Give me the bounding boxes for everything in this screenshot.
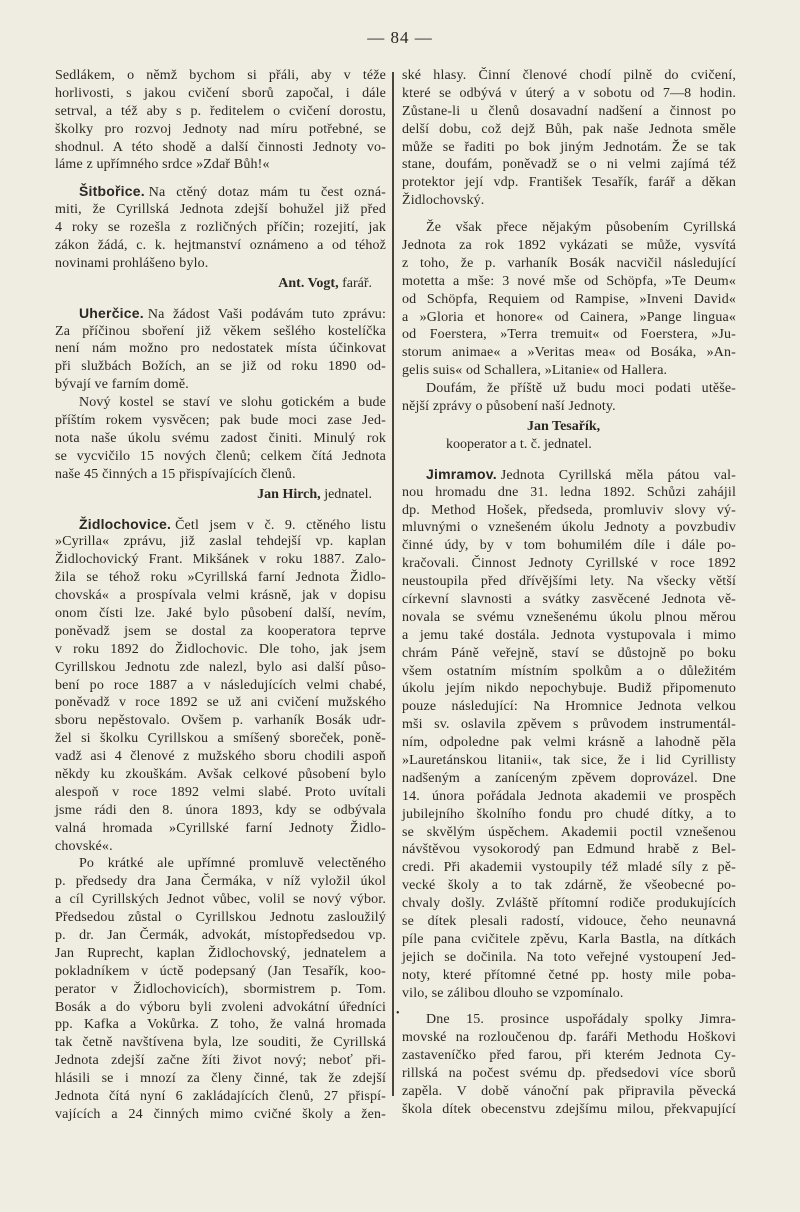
- line-text: poněvadž jsem se dostal za kooperatora teprve: [55, 623, 386, 639]
- line-text: Jednota čítá nyní 6 zakládajících členů, 27 přispí-: [55, 1089, 386, 1105]
- line-text: návštěvou vysokorodý pan Edmund hrabě z Bel-: [402, 842, 736, 858]
- text-line: [402, 502, 736, 520]
- text-line: [402, 156, 736, 174]
- text-line: [402, 537, 736, 555]
- line-text: od Schöpfa, Requiem od Rampise, »Inveni David«: [402, 291, 736, 307]
- text-line: [55, 237, 386, 255]
- line-text: vadž asi 4 členové z mužského sboru chodili aspoň: [55, 749, 386, 765]
- text-line: [55, 139, 386, 157]
- paragraph: [402, 219, 736, 380]
- line-text: mluvnými o vznešeném úkolu Jednoty a povzbudiv: [402, 520, 736, 536]
- text-line: [55, 999, 386, 1017]
- text-line: [55, 1106, 386, 1124]
- line-text: zastaveníčko před farou, při kterém Jednota Cy-: [402, 1048, 736, 1064]
- line-text: Doufám, že příště už budu moci podati utěše-: [426, 381, 736, 397]
- right-column: [402, 67, 736, 1128]
- text-line: [402, 841, 736, 859]
- line-text: ním, odpoledne pak velmi krásně a lahodně pěla: [402, 735, 736, 751]
- text-line: [402, 859, 736, 877]
- text-line: [55, 909, 386, 927]
- signature-role: jednatel.: [324, 486, 372, 502]
- line-text: pouze následující: Na Hromnice Jednota velkou: [402, 699, 736, 715]
- text-line: [402, 788, 736, 806]
- left-column: [55, 67, 386, 1133]
- line-text: Předsedou zůstal o Cyrillskou Jednotu zasloužilý: [55, 910, 386, 926]
- line-text: p. předsedy dra Jana Čermáka, v níž vyložil úkol: [55, 874, 386, 890]
- text-line: [402, 734, 736, 752]
- text-line: [402, 398, 736, 416]
- text-line: [55, 730, 386, 748]
- text-line: [402, 309, 736, 327]
- text-line: [402, 380, 736, 398]
- line-text: dp. Method Hošek, předseda, promluviv slovy vý-: [402, 502, 736, 518]
- line-text: úkolu jejím nikdo nepochybuje. Budiž připomenuto: [402, 681, 736, 697]
- text-line: [55, 659, 386, 677]
- section-paragraph: [55, 305, 386, 394]
- text-line: [55, 927, 386, 945]
- line-text: se vycvičilo 15 nových členů; celkem čítá Jednota: [55, 448, 386, 464]
- signature: [55, 275, 386, 293]
- line-text: perator v Židlochovicích), sbormistrem p. Tom.: [55, 981, 386, 997]
- line-text: od Foerstera, »Terra tremuit« od Foerstera, »Ju-: [402, 327, 736, 343]
- text-line: [55, 85, 386, 103]
- text-line: [402, 85, 736, 103]
- line-text: stane, doufám, poněvadž se o ni velmi zajímá též: [402, 157, 736, 173]
- section-heading: Jimramov.: [426, 465, 497, 482]
- line-text: v roku 1892 do Židlochovic. Dle toho, jak jsem: [55, 641, 386, 657]
- text-line: [402, 1011, 736, 1029]
- line-text: nou hromadu dne 31. ledna 1892. Schůzi zahájil: [402, 484, 736, 500]
- text-line: [402, 67, 736, 85]
- text-line: [55, 1088, 386, 1106]
- line-text: Jan Ruprecht, kaplan Židlochovský, jednatelem a: [55, 945, 386, 961]
- line-text: není nám možno pro nedostatek místa účinkovat: [55, 341, 386, 357]
- text-line: [55, 121, 386, 139]
- text-line: [55, 981, 386, 999]
- line-text: a jemu také dostála. Jednota vystupovala i mimo: [402, 627, 736, 643]
- line-text: motetta a mše: 3 nové mše od Schöpfa, »Te Deum«: [402, 273, 736, 289]
- line-text: pokladníkem v úctě podepsaný (Jan Tesařík, koo-: [55, 963, 386, 979]
- section-heading: Uherčice.: [79, 304, 144, 321]
- text-line: [55, 820, 386, 838]
- line-text: všem ostatním místním spolkům a o důležitém: [402, 663, 736, 679]
- text-line: [55, 641, 386, 659]
- paragraph: [402, 380, 736, 416]
- text-line: [402, 121, 736, 139]
- line-text: zákon žádá, c. k. hejtmanství oznámeno a od téhož: [55, 238, 386, 254]
- signature-role: farář.: [342, 275, 372, 291]
- line-text: naše 45 činných a 15 přispívajících členů.: [55, 466, 296, 482]
- text-line: [55, 358, 386, 376]
- line-text: setrval, a též aby s p. ředitelem o cvičení dorostu,: [55, 103, 386, 119]
- section-heading: Šitbořice.: [79, 183, 145, 200]
- text-line: [55, 255, 386, 273]
- text-line: [55, 340, 386, 358]
- text-line: [402, 985, 736, 1003]
- line-text: chvaly došly. Zvláště přítomní rodiče produkujících: [402, 896, 736, 912]
- text-line: [55, 156, 386, 174]
- line-text: Za příčinou sboření již věkem sešlého kostelíčka: [55, 323, 386, 339]
- text-line: [55, 466, 386, 484]
- text-line: [55, 891, 386, 909]
- line-text: protektor její vdp. František Tesařík, farář a děkan: [402, 175, 736, 191]
- line-text: Na žádost Vaši podávám tuto zprávu:: [147, 306, 386, 322]
- line-text: neustoupila před dřívějšími lety. Na všecky větší: [402, 574, 736, 590]
- text-line: [402, 237, 736, 255]
- text-line: [55, 855, 386, 873]
- line-text: Zůstane-li u členů dosavadní nadšení a činnost po: [402, 103, 736, 119]
- text-line: [55, 945, 386, 963]
- line-text: Jednota Cyrillská měla pátou val-: [500, 467, 736, 483]
- text-line: [55, 67, 386, 85]
- line-text: Jednota zdejší začne žíti život nový; neboť při-: [55, 1053, 386, 1069]
- line-text: Židlochovický Frant. Mikšánek v roku 1887. Zalo-: [55, 552, 386, 568]
- text-line: [55, 569, 386, 587]
- line-text: se skvělým úspěchem. Akademii poctil vznešenou: [402, 824, 736, 840]
- line-text: bení po roce 1887 a v následujících velmi chabé,: [55, 677, 386, 693]
- text-line: [55, 103, 386, 121]
- line-text: novala se svému vznešenému úkolu plnou měrou: [402, 609, 736, 625]
- line-text: a »Gloria et honore« od Cainera, »Pange lingua«: [402, 309, 736, 325]
- line-text: Jednota za rok 1892 vykázati se může, vysvítá: [402, 238, 736, 254]
- line-text: hlásili se i mnozí za členy činné, tak že zdejší: [55, 1071, 386, 1087]
- text-line: [402, 219, 736, 237]
- line-text: alespoň v roce 1892 velmi slabé. Proto uvítali: [55, 784, 386, 800]
- paragraph: [55, 67, 386, 174]
- line-text: mši sv. oslavila zpěvem s průvodem instrumentál-: [402, 717, 736, 733]
- line-text: píle pana cvičitele zpěvu, Karla Bastla, na dítkách: [402, 931, 736, 947]
- text-line: [402, 139, 736, 157]
- line-text: zapěla. V době vánoční pak připravila pěvecká: [402, 1084, 736, 1100]
- text-line: [55, 873, 386, 891]
- paragraph: [402, 67, 736, 210]
- text-line: [55, 838, 386, 856]
- text-line: [402, 806, 736, 824]
- text-line: [402, 1029, 736, 1047]
- margin-mark: •: [396, 1008, 400, 1019]
- section-paragraph: [55, 183, 386, 272]
- line-text: školky pro rozvoj Jednoty nad míru potřebné, se: [55, 121, 386, 137]
- line-text: vecké školy a to tak zdárně, že všeobecné po-: [402, 878, 736, 894]
- text-line: [402, 362, 736, 380]
- line-text: láme z upřímného srdce »Zdař Bůh!«: [55, 157, 270, 173]
- line-text: Cyrillskou Jednotu zde nalezl, bylo asi další půso-: [55, 659, 386, 675]
- paragraph: [55, 855, 386, 1123]
- text-line: [402, 273, 736, 291]
- text-line: [402, 770, 736, 788]
- text-line: [55, 323, 386, 341]
- text-line: [402, 877, 736, 895]
- text-line: [402, 967, 736, 985]
- line-text: p. dr. Jan Čermák, advokát, místopředsedou vp.: [55, 928, 386, 943]
- text-line: [55, 412, 386, 430]
- line-text: credi. Při akademii vystoupily též mladé síly z pě-: [402, 860, 736, 876]
- line-text: a cíl Cyrillských Jednot vůbec, volil se nový výbor.: [55, 892, 386, 908]
- line-text: jejich se dočinila. Na toto veřejné vystoupení Jed-: [402, 949, 736, 965]
- text-line: [55, 677, 386, 695]
- line-text: delší dobu, což dejž Bůh, pak naše Jednota směle: [402, 121, 736, 137]
- text-line: [55, 587, 386, 605]
- line-text: žila se téhož roku »Cyrillská farní Jednota Židlo-: [55, 570, 386, 586]
- text-line: [55, 533, 386, 551]
- line-text: Po krátké ale upřímné promluvě velectěného: [79, 856, 386, 872]
- section-paragraph: [55, 516, 386, 856]
- text-line: [55, 305, 386, 323]
- signature-name: Jan Hirch,: [257, 486, 321, 502]
- text-line: [402, 519, 736, 537]
- text-line: [55, 376, 386, 394]
- line-text: jubilejního školního fondu pro chudé dítky, a to: [402, 806, 736, 822]
- text-line: [55, 963, 386, 981]
- text-line: [55, 1052, 386, 1070]
- line-text: »Lauretánskou litanii«, tak sice, že i lid Cyrillisty: [402, 752, 736, 768]
- paragraph: [55, 394, 386, 483]
- line-text: nější zprávy o působení naší Jednoty.: [402, 399, 616, 415]
- line-text: horlivosti, s jakou cvičení sborů započal, i dále: [55, 85, 386, 101]
- line-text: škola dítek obecenstvu zdejšímu milou, překvapující: [402, 1101, 736, 1117]
- line-text: vilo, se zálibou dlouho se vzpomínalo.: [402, 985, 624, 1001]
- line-text: Bosák a do výboru byli zvoleni advokátní úředníci: [55, 999, 386, 1015]
- line-text: 4 roky se rozešla z rozličných příčin; rozejití, jak: [55, 220, 386, 236]
- line-text: chrám Páně veřejně, staví se důstojně po boku: [402, 645, 736, 661]
- text-line: [402, 698, 736, 716]
- text-line: [55, 1016, 386, 1034]
- line-text: Dne 15. prosince uspořádaly spolky Jimra-: [426, 1012, 736, 1028]
- text-line: [55, 430, 386, 448]
- text-line: [402, 1047, 736, 1065]
- line-text: Sedlákem, o němž bychom si přáli, aby v téže: [55, 68, 386, 83]
- line-text: se dítek plesali radostí, vidouce, čeho neunavná: [402, 914, 736, 929]
- text-line: [402, 255, 736, 273]
- text-line: [55, 394, 386, 412]
- line-text: 14. února pořádala Jednota akademii ve prospěch: [402, 788, 736, 804]
- line-text: rillská na počest svému dp. předsedovi více sborů: [402, 1066, 736, 1082]
- text-line: [402, 663, 736, 681]
- text-line: [402, 174, 736, 192]
- text-line: [402, 645, 736, 663]
- line-text: žel si školku Cyrillskou a smíšený sboreček, poně-: [55, 731, 386, 747]
- text-line: [55, 712, 386, 730]
- line-text: storum animae« a »Veritas mea« od Bosáka, »An-: [402, 345, 736, 361]
- text-line: [55, 201, 386, 219]
- line-text: noty, které přítomné četné pp. hosty mile poba-: [402, 967, 736, 983]
- line-text: z toho, že p. varhaník Bosák nacvičil následující: [402, 255, 736, 271]
- line-text: movské na rozloučenou dp. faráři Methodu Hoškovi: [402, 1030, 736, 1046]
- text-line: [402, 931, 736, 949]
- line-text: pp. Kafka a Vokůrka. Z toho, že valná hromada: [55, 1017, 386, 1033]
- line-text: shodnul. A této shodě a další činnosti Jednoty vo-: [55, 139, 386, 155]
- line-text: sboru nepěstovalo. Ovšem p. varhaník Bosák udr-: [55, 713, 386, 729]
- text-line: [402, 326, 736, 344]
- line-text: chovské«.: [55, 838, 113, 854]
- line-text: tak četně navštívena byla, lze souditi, že Cyrillská: [55, 1035, 386, 1051]
- line-text: jsme rádi den 8. února 1893, kdy se odbývala: [55, 802, 386, 818]
- text-line: [55, 623, 386, 641]
- text-line: [55, 183, 386, 201]
- text-line: [402, 680, 736, 698]
- line-text: nadšeným a zaníceným zpěvem doprovázel. Dne: [402, 770, 736, 786]
- text-line: [402, 192, 736, 210]
- text-line: [402, 716, 736, 734]
- line-text: které se odbývá v úterý a v sobotu od 7—8 hodin.: [402, 85, 736, 101]
- line-text: Nový kostel se staví ve slohu gotickém a bude: [79, 395, 386, 411]
- line-text: valná hromada »Cyrillské farní Jednoty Židlo-: [55, 820, 386, 836]
- text-line: [402, 1101, 736, 1119]
- text-line: [55, 605, 386, 623]
- text-line: [402, 1065, 736, 1083]
- signature-name: Jan Tesařík,: [527, 418, 601, 434]
- line-text: činné údy, by v tom bohumilém díle i dále po-: [402, 538, 736, 554]
- text-line: [55, 802, 386, 820]
- line-text: novinami prohlášeno bylo.: [55, 255, 209, 271]
- signature: [402, 418, 736, 454]
- line-text: příštím rokem vysvěcen; pak bude moci zase Jed-: [55, 413, 386, 429]
- section-paragraph: [402, 466, 736, 1003]
- line-text: bývají ve farním domě.: [55, 377, 189, 393]
- line-text: vajících a 24 činných mimo cvičné školy a žen-: [55, 1106, 386, 1122]
- line-text: chovská« a prospívala velmi krásně, jak v dopisu: [55, 588, 386, 604]
- line-text: ské hlasy. Činní členové chodí pilně do cvičení,: [402, 68, 736, 83]
- text-line: [402, 824, 736, 842]
- line-text: miti, že Cyrillská Jednota zdejší bohužel již před: [55, 202, 386, 218]
- signature: [55, 486, 386, 504]
- line-text: při službách Božích, an se již od roku 1890 od-: [55, 359, 386, 375]
- line-text: poněvadž v roce 1892 se už ani cvičení mužského: [55, 695, 386, 711]
- text-line: [402, 949, 736, 967]
- column-divider: [392, 72, 394, 1096]
- text-line: [402, 466, 736, 484]
- line-text: církevní slavnosti a svátky zasvěcené Jednota vě-: [402, 591, 736, 607]
- text-line: [55, 1034, 386, 1052]
- text-line: [55, 1070, 386, 1088]
- text-line: [402, 1083, 736, 1101]
- line-text: Židlochovský.: [402, 193, 485, 209]
- line-text: Četl jsem v č. 9. ctěného listu: [175, 517, 386, 533]
- page-number: — 84 —: [367, 28, 433, 47]
- text-line: [55, 694, 386, 712]
- signature-name: Ant. Vogt,: [278, 275, 339, 291]
- text-line: [402, 627, 736, 645]
- line-text: nota naše úkolu svému zadost činiti. Minulý rok: [55, 430, 386, 446]
- paragraph: [402, 1011, 736, 1118]
- text-line: [402, 913, 736, 931]
- text-line: [55, 219, 386, 237]
- line-text: může se řaditi po bok jiným Jednotám. Že se tak: [402, 139, 736, 155]
- text-line: [402, 609, 736, 627]
- text-line: [402, 555, 736, 573]
- text-line: [402, 484, 736, 502]
- text-line: [402, 591, 736, 609]
- text-line: [55, 784, 386, 802]
- text-line: [402, 103, 736, 121]
- text-line: [55, 766, 386, 784]
- text-line: [402, 291, 736, 309]
- line-text: Na ctěný dotaz mám tu čest ozná-: [148, 185, 386, 201]
- line-text: onom čísti lze. Jaké bylo působení další, nevím,: [55, 605, 386, 621]
- signature-role: kooperator a t. č. jednatel.: [446, 436, 592, 452]
- text-line: [402, 344, 736, 362]
- line-text: kračovali. Činnost Jednoty Cyrillské v roce 1892: [402, 556, 736, 572]
- line-text: někdy ku zkouškám. Avšak celkové působení bylo: [55, 766, 386, 782]
- text-line: [402, 895, 736, 913]
- section-heading: Židlochovice.: [79, 515, 172, 532]
- text-line: [55, 551, 386, 569]
- text-line: [402, 752, 736, 770]
- line-text: Že však přece nějakým působením Cyrillská: [426, 220, 736, 236]
- text-line: [55, 448, 386, 466]
- text-line: [402, 573, 736, 591]
- text-line: [55, 748, 386, 766]
- line-text: »Cyrilla« zprávu, již zaslal tehdejší vp. kaplan: [55, 534, 386, 550]
- text-line: [55, 516, 386, 534]
- line-text: gelis suis« od Schallera, »Litanie« od Hallera.: [402, 363, 668, 379]
